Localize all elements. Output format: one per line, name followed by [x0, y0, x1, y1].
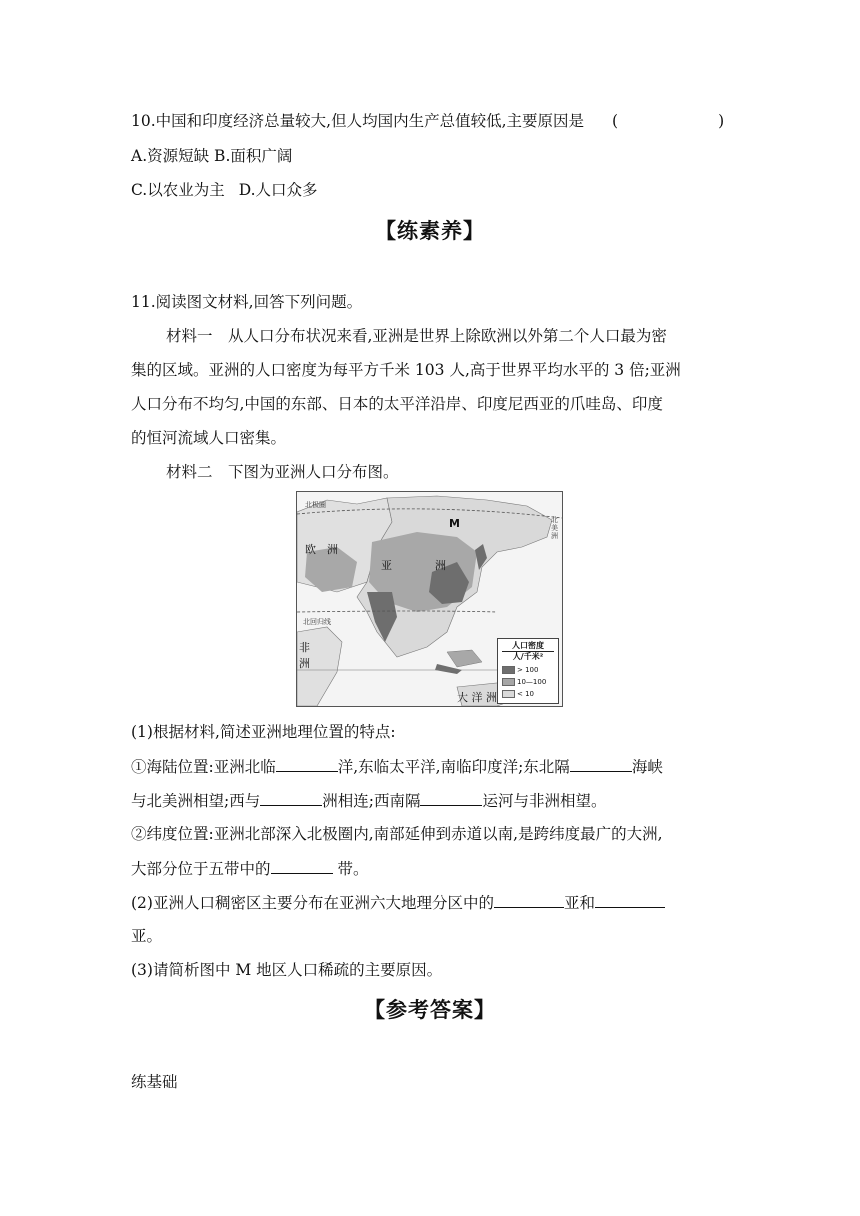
q10-option-d: D.人口众多	[238, 181, 318, 199]
map-label-north-america: 北 美 洲	[551, 516, 558, 540]
q11-part2-line2: 亚。	[131, 927, 163, 945]
part1a-text-4: 与北美洲相望;西与	[131, 792, 261, 810]
answer-blank-region-2[interactable]	[595, 891, 665, 908]
q11-part1-stem: (1)根据材料,简述亚洲地理位置的特点:	[131, 723, 396, 741]
legend-swatch-high	[502, 666, 515, 674]
legend-row-high	[502, 666, 538, 674]
q10-options-cd	[131, 179, 318, 201]
answer-blank-ocean[interactable]	[276, 755, 338, 772]
part1a-text-3: 海峡	[631, 758, 663, 776]
q11-part1a-line2	[131, 789, 606, 812]
legend-label-low: < 10	[517, 690, 534, 698]
legend-row-medium	[502, 678, 546, 686]
map-label-oceania: 大 洋 洲	[457, 691, 497, 704]
q10-stem-line	[131, 110, 724, 132]
q11-part1b-line1: ②纬度位置:亚洲北部深入北极圈内,南部延伸到赤道以南,是跨纬度最广的大洲,	[131, 825, 663, 843]
legend-swatch-medium	[502, 678, 515, 686]
material2-line: 材料二 下图为亚洲人口分布图。	[166, 463, 399, 481]
map-label-asia-1: 亚	[381, 559, 392, 572]
q11-intro: 11.阅读图文材料,回答下列问题。	[131, 293, 363, 311]
map-label-africa-2: 洲	[299, 657, 310, 670]
answers-subheading: 练基础	[131, 1073, 178, 1091]
answer-blank-region-1[interactable]	[494, 891, 564, 908]
material1-line-3: 人口分布不均匀,中国的东部、日本的太平洋沿岸、印度尼西亚的爪哇岛、印度	[131, 395, 663, 413]
map-legend	[497, 638, 559, 704]
q10-option-c: C.以农业为主	[131, 181, 225, 199]
material1-line-1: 材料一 从人口分布状况来看,亚洲是世界上除欧洲以外第二个人口最为密	[166, 327, 667, 345]
part1b-text-3: 带。	[332, 860, 369, 878]
part1a-text-6: 运河与非洲相望。	[482, 792, 607, 810]
legend-unit: 人/千米²	[512, 652, 544, 661]
answer-blank-canal[interactable]	[420, 789, 482, 806]
q10-paren-close: )	[718, 112, 725, 130]
answer-blank-continent[interactable]	[260, 789, 322, 806]
answer-blank-zone[interactable]	[271, 857, 333, 874]
map-label-arctic: 北极圈	[305, 501, 326, 509]
legend-label-high: > 100	[517, 666, 539, 674]
map-label-m: M	[449, 517, 460, 530]
q11-part2-line1	[131, 891, 665, 914]
q11-part1b-line2	[131, 857, 368, 880]
q10-paren-open: (	[612, 112, 619, 130]
legend-label-medium: 10—100	[517, 678, 547, 686]
part1a-text-5: 洲相连;西南隔	[322, 792, 421, 810]
map-label-africa-1: 非	[299, 641, 310, 654]
section-heading-answers: 【参考答案】	[364, 998, 496, 1022]
part2-text-2: 亚和	[563, 894, 595, 912]
q10-stem: 10.中国和印度经济总量较大,但人均国内生产总值较低,主要原因是	[131, 112, 585, 130]
part2-text-1: (2)亚洲人口稠密区主要分布在亚洲六大地理分区中的	[131, 894, 494, 912]
q11-part1a-line1	[131, 755, 663, 778]
map-label-tropic: 北回归线	[303, 618, 331, 626]
answer-blank-strait[interactable]	[570, 755, 632, 772]
part1a-text-2: 洋,东临太平洋,南临印度洋;东北隔	[337, 758, 570, 776]
legend-swatch-low	[502, 690, 515, 698]
section-heading-literacy: 【练素养】	[375, 219, 485, 243]
material1-line-2: 集的区域。亚洲的人口密度为每平方千米 103 人,高于世界平均水平的 3 倍;亚洲	[131, 361, 681, 379]
q11-part3: (3)请简析图中 M 地区人口稀疏的主要原因。	[131, 961, 443, 979]
part1a-text-1: ①海陆位置:亚洲北临	[131, 758, 276, 776]
asia-population-map	[296, 491, 563, 707]
map-label-europe: 欧 洲	[305, 543, 338, 556]
material1-line-4: 的恒河流域人口密集。	[131, 429, 287, 447]
legend-title: 人口密度	[502, 641, 554, 652]
q10-options-ab: A.资源短缺 B.面积广阔	[131, 147, 293, 165]
legend-row-low	[502, 690, 534, 698]
part1b-text-2: 大部分位于五带中的	[131, 860, 271, 878]
map-label-asia-2: 洲	[435, 559, 446, 572]
